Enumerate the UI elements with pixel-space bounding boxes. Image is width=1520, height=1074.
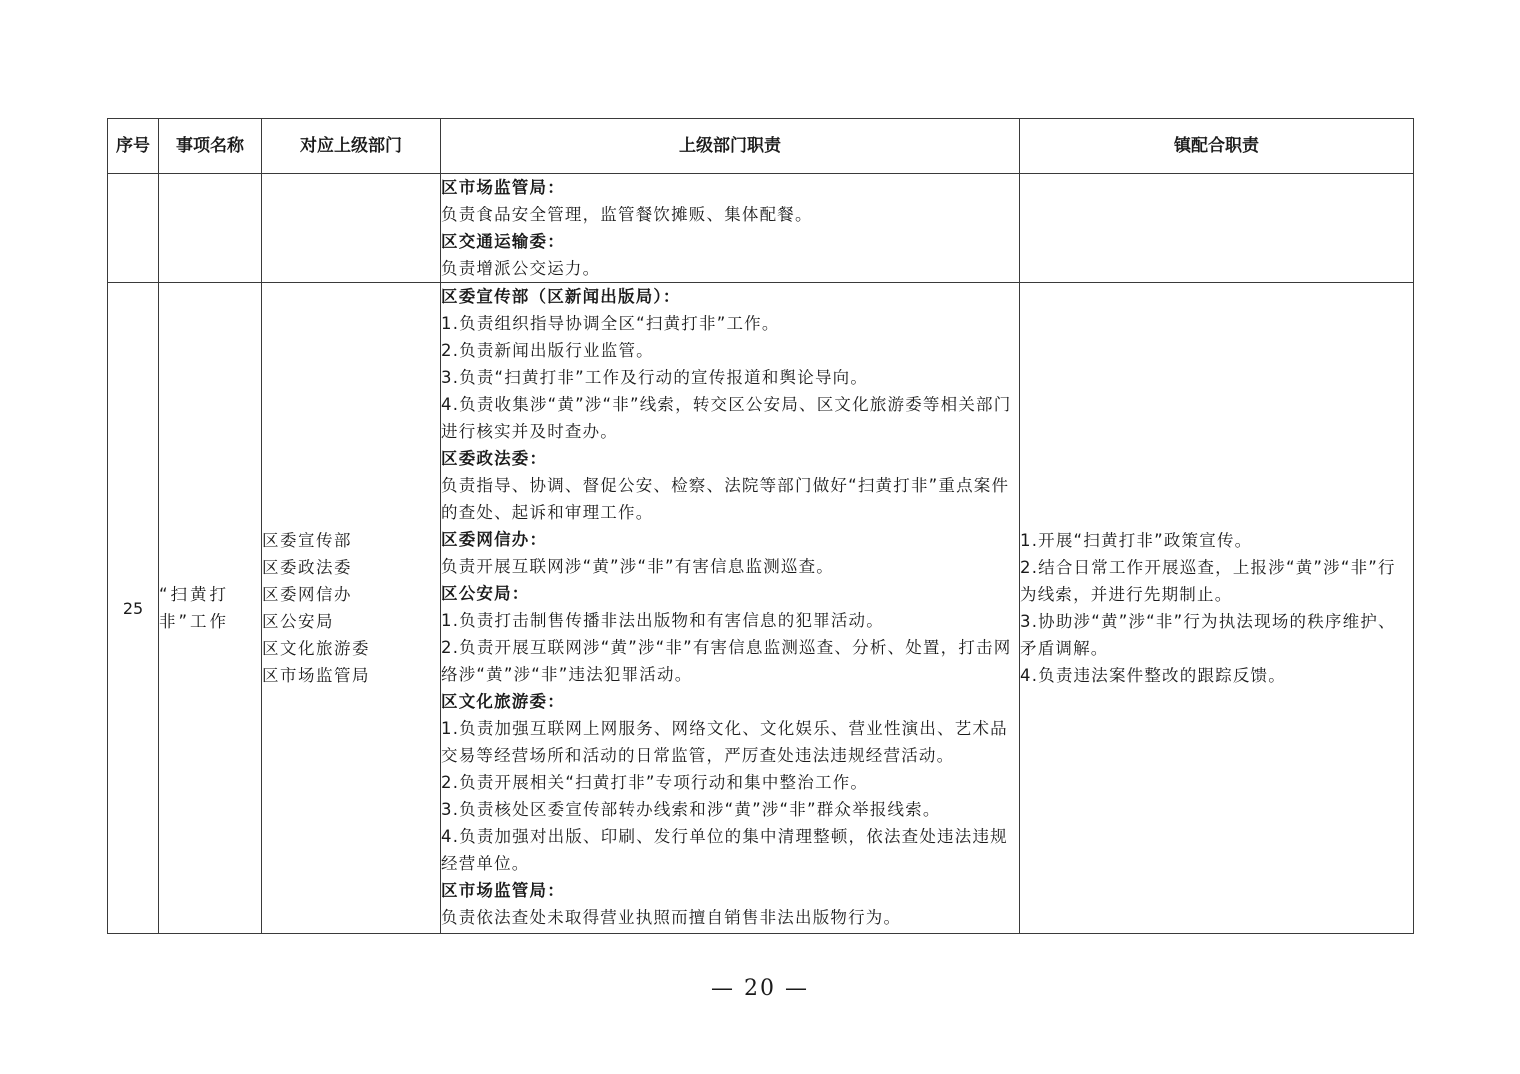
town-duty-line: 2.结合日常工作开展巡查，上报涉“黄”涉“非”行为线索，并进行先期制止。 [1020,558,1396,604]
org-heading: 区委网信办： [441,530,548,549]
cell-departments [262,283,441,934]
org-heading: 区文化旅游委： [441,692,565,711]
header-seq: 序号 [108,119,159,174]
duty-line: 负责开展互联网涉“黄”涉“非”有害信息监测巡查。 [441,557,834,576]
table-header-row [108,119,1414,174]
duty-line: 2.负责新闻出版行业监管。 [441,341,654,360]
duty-line: 负责指导、协调、督促公安、检察、法院等部门做好“扫黄打非”重点案件的查处、起诉和审理工作。 [441,476,1010,522]
duty-line: 2.负责开展互联网涉“黄”涉“非”有害信息监测巡查、分析、处置，打击网络涉“黄”涉“非”违法犯罪活动。 [441,638,1012,684]
org-heading: 区公安局： [441,584,530,603]
org-heading: 区交通运输委： [441,232,565,251]
duty-line: 2.负责开展相关“扫黄打非”专项行动和集中整治工作。 [441,773,869,792]
duty-line: 4.负责加强对出版、印刷、发行单位的集中清理整顿，依法查处违法违规经营单位。 [441,827,1008,873]
cell-seq: 25 [108,283,159,934]
cell-duty [441,283,1020,934]
table-row-25 [108,283,1414,934]
cell-dept-empty [262,174,441,283]
org-heading: 区委宣传部（区新闻出版局）： [441,287,681,306]
duty-line: 负责依法查处未取得营业执照而擅自销售非法出版物行为。 [441,908,902,927]
cell-town-duty [1020,283,1414,934]
duty-line: 1.负责打击制售传播非法出版物和有害信息的犯罪活动。 [441,611,884,630]
header-dept: 对应上级部门 [262,119,441,174]
duty-line: 1.负责组织指导协调全区“扫黄打非”工作。 [441,314,780,333]
duty-line: 3.负责“扫黄打非”工作及行动的宣传报道和舆论导向。 [441,368,869,387]
department-item: 区市场监管局 [262,666,370,685]
responsibility-table [107,118,1414,934]
cell-seq-empty [108,174,159,283]
page-number: — 20 — [711,976,809,1001]
org-heading: 区市场监管局： [441,881,565,900]
header-name: 事项名称 [159,119,262,174]
table-row-continued [108,174,1414,283]
town-duty-line: 1.开展“扫黄打非”政策宣传。 [1020,531,1253,550]
cell-town-empty [1020,174,1414,283]
org-heading: 区市场监管局： [441,178,565,197]
duty-line: 负责食品安全管理，监管餐饮摊贩、集体配餐。 [441,205,813,224]
duty-line: 1.负责加强互联网上网服务、网络文化、文化娱乐、营业性演出、艺术品交易等经营场所和活动的日常监管，严厉查处违法违规经营活动。 [441,719,1008,765]
town-duty-line: 3.协助涉“黄”涉“非”行为执法现场的秩序维护、矛盾调解。 [1020,612,1396,658]
department-item: 区文化旅游委 [262,639,370,658]
header-duty: 上级部门职责 [441,119,1020,174]
duty-line: 3.负责核处区委宣传部转办线索和涉“黄”涉“非”群众举报线索。 [441,800,941,819]
cell-item-name: “扫黄打非”工作 [159,283,262,934]
department-item: 区委政法委 [262,558,352,577]
duty-line: 负责增派公交运力。 [441,259,601,278]
header-town: 镇配合职责 [1020,119,1414,174]
cell-name-empty [159,174,262,283]
department-item: 区委网信办 [262,585,352,604]
town-duty-line: 4.负责违法案件整改的跟踪反馈。 [1020,666,1286,685]
duty-line: 4.负责收集涉“黄”涉“非”线索，转交区公安局、区文化旅游委等相关部门进行核实并及时查办。 [441,395,1012,441]
department-item: 区委宣传部 [262,531,352,550]
org-heading: 区委政法委： [441,449,548,468]
cell-duty-continued [441,174,1020,283]
department-item: 区公安局 [262,612,334,631]
